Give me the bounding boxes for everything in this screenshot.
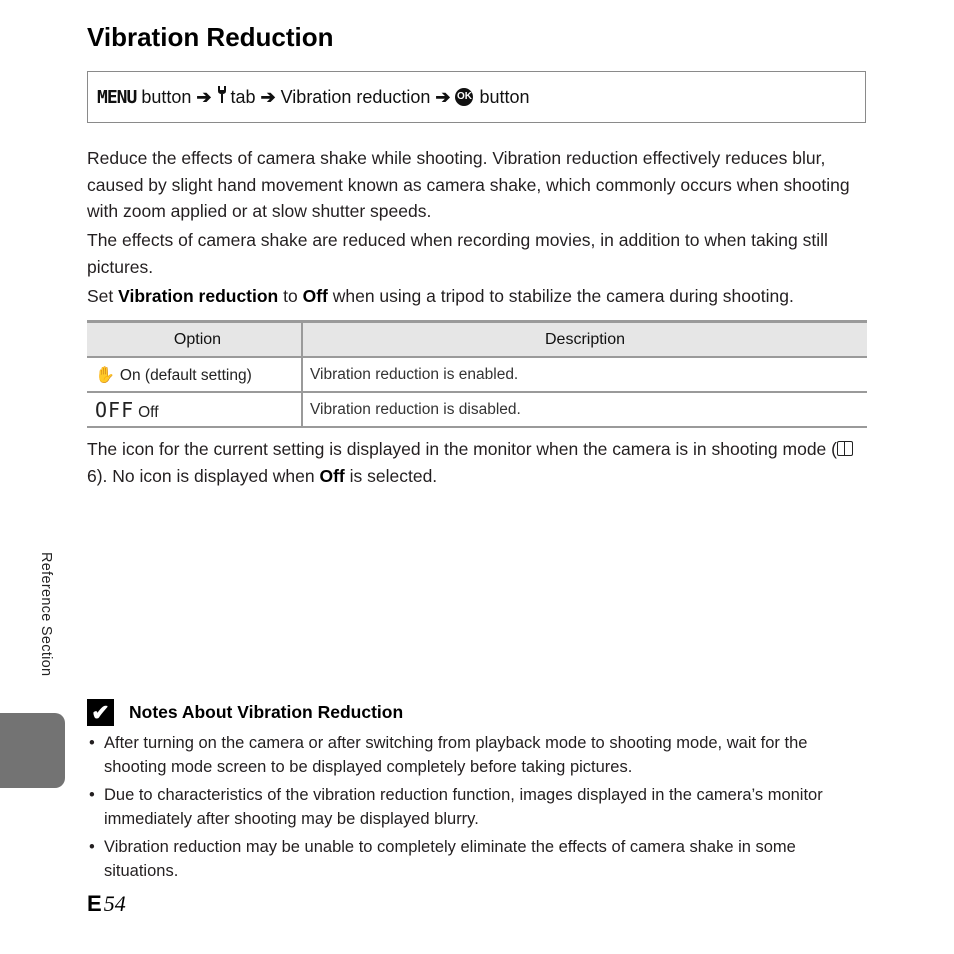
notes-title: Notes About Vibration Reduction [129,702,404,722]
check-icon: ✔ [87,699,114,726]
setting-value: Off [319,465,345,486]
notes-heading [87,699,403,726]
list-item: • Due to characteristics of the vibration reduction function, images displayed in the camera’s monitor immediately after shooting may be displayed blurry. [87,783,872,831]
page-title: Vibration Reduction [87,22,334,52]
wrench-icon [217,86,227,108]
movies-paragraph: The effects of camera shake are reduced when recording movies, in addition to when taking still pictures. [87,230,828,277]
description-cell: Vibration reduction is enabled. [302,357,867,392]
menu-path-button-label: button [141,86,192,107]
setting-name: Vibration reduction [118,286,279,306]
table-header-option: Option [87,322,302,358]
section-tab [0,713,65,788]
arrow-right-icon: ➔ [435,86,451,107]
menu-path-item: Vibration reduction [280,86,431,107]
e-section-icon: E [87,891,98,916]
options-table [87,320,867,428]
intro-paragraph: Reduce the effects of camera shake while shooting. Vibration reduction effectively reduces blur, caused by slight hand movement known as camera shake, which commonly occurs when shooting with zoom applied or at slow shutter speeds. [87,148,850,221]
menu-path-tab-label: tab [230,86,256,107]
table-row [87,357,867,392]
notes-list [87,731,872,887]
list-item: • After turning on the camera or after switching from playback mode to shooting mode, wait for the shooting mode screen to be displayed completely before taking pictures. [87,731,872,779]
list-item: • Vibration reduction may be unable to completely eliminate the effects of camera shake in some situations. [87,835,872,883]
book-reference-icon [837,441,853,456]
page-number: E 54 [87,891,126,916]
arrow-right-icon: ➔ [196,86,212,107]
ok-icon: OK [455,88,473,106]
arrow-right-icon: ➔ [260,86,276,107]
option-cell: OFF Off [87,392,302,427]
table-row [87,392,867,427]
description-cell: Vibration reduction is disabled. [302,392,867,427]
setting-value: Off [302,286,328,306]
table-header-description: Description [302,322,867,358]
menu-icon: MENU [97,86,137,108]
vibration-on-icon: ✋ [95,366,115,384]
icon-display-paragraph: The icon for the current setting is displayed in the monitor when the camera is in shooting mode ( 6). No icon is displayed when Off is selected. [87,436,872,489]
option-cell: ✋ On (default setting) [87,357,302,392]
section-label: Reference Section [38,552,54,677]
menu-path-button-label: button [479,86,530,107]
vibration-off-icon: OFF [95,397,135,422]
menu-path-box [87,71,866,123]
tripod-paragraph: Set Vibration reduction to Off when using a tripod to stabilize the camera during shooting. [87,286,794,306]
